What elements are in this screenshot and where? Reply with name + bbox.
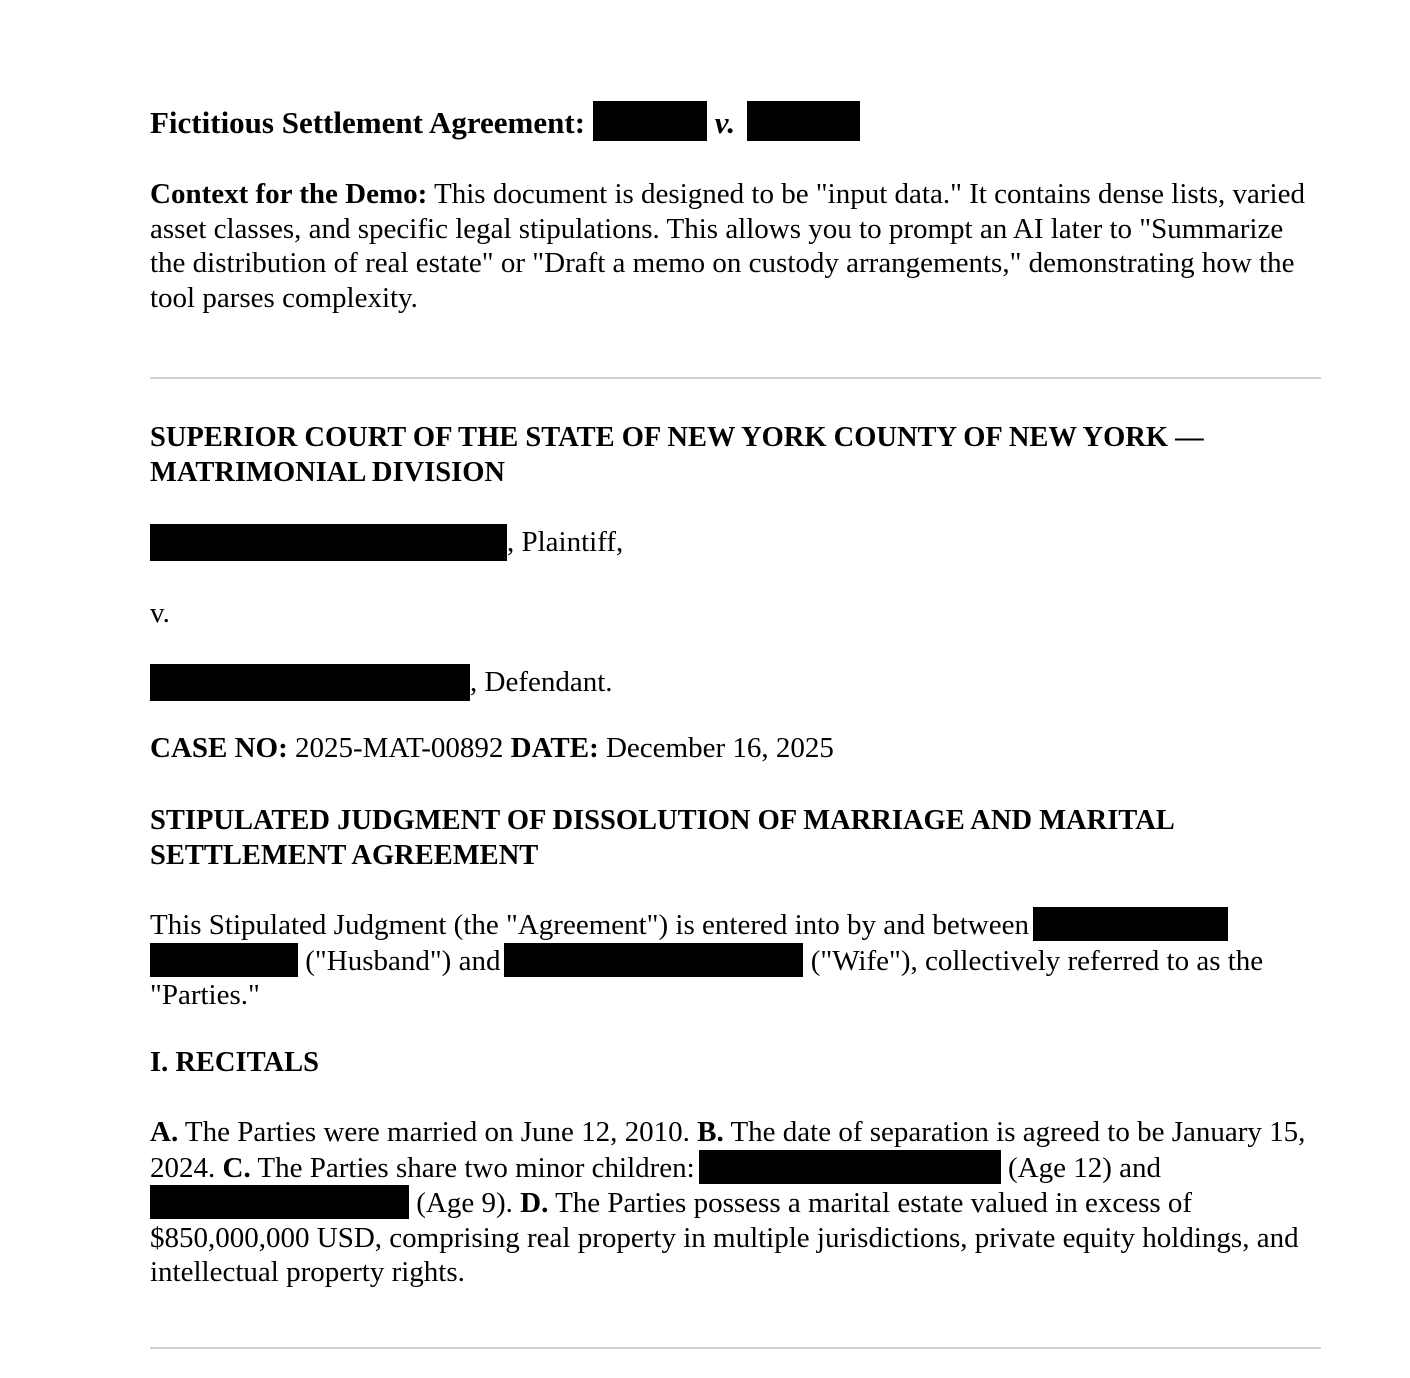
intro-paragraph: [150, 907, 1320, 1013]
recital-a-text: The Parties were married on June 12, 2010.: [178, 1116, 698, 1148]
title-versus: v.: [714, 105, 736, 140]
versus-line: v.: [150, 597, 170, 629]
date-label: DATE:: [510, 732, 599, 764]
child-2-age: (Age 9).: [409, 1187, 521, 1219]
case-number: 2025-MAT-00892: [287, 732, 511, 764]
case-no-label: CASE NO:: [150, 732, 288, 764]
recital-d-label: D.: [520, 1187, 549, 1219]
recitals-paragraph: [150, 1115, 1320, 1290]
recital-b-label: B.: [697, 1116, 724, 1148]
section-divider: [150, 377, 1321, 379]
recitals-heading: I. RECITALS: [150, 1047, 319, 1078]
context-paragraph: [150, 177, 1320, 315]
context-text: This document is designed to be "input data." It contains dense lists, varied asset classes, and specific legal stipulations. This allows you to prompt an AI later to "Summarize the distribution of real estate" or "Draft a memo on custody arrangements," demonstrating how the tool parses complexity.: [150, 178, 1305, 314]
recital-d-text: The Parties possess a marital estate valued in excess of $850,000,000 USD, comprising real property in multiple jurisdictions, private equity holdings, and intellectual property rights.: [150, 1187, 1299, 1288]
redaction-bar: [150, 943, 298, 977]
intro-text-2: ("Husband") and: [298, 944, 501, 977]
document-title: [150, 101, 1320, 145]
redaction-bar: [150, 664, 470, 701]
plaintiff-label: , Plaintiff,: [507, 526, 624, 558]
redaction-bar: [747, 101, 860, 141]
intro-text-3: ("Wife"), collectively referred to as the "Parties.": [150, 944, 1264, 1011]
recital-a-label: A.: [150, 1116, 179, 1148]
section-divider: [150, 1347, 1321, 1349]
context-label: Context for the Demo:: [150, 178, 428, 210]
recital-b-text: The date of separation is agreed to be January 15, 2024.: [150, 1116, 1306, 1184]
redaction-bar: [150, 1185, 409, 1219]
recital-c-label: C.: [222, 1151, 251, 1184]
title-prefix: Fictitious Settlement Agreement:: [150, 105, 586, 140]
redaction-bar: [1033, 907, 1228, 941]
defendant-line: [150, 662, 1320, 702]
case-info-line: [150, 731, 1320, 766]
plaintiff-line: [150, 522, 1320, 562]
judgment-heading: STIPULATED JUDGMENT OF DISSOLUTION OF MARRIAGE AND MARITAL SETTLEMENT AGREEMENT: [150, 805, 1174, 871]
court-heading: SUPERIOR COURT OF THE STATE OF NEW YORK COUNTY OF NEW YORK — MATRIMONIAL DIVISION: [150, 422, 1204, 488]
case-date: December 16, 2025: [598, 732, 834, 764]
redaction-bar: [150, 524, 507, 561]
child-1-age: (Age 12) and: [1000, 1151, 1161, 1184]
redaction-bar: [699, 1150, 1001, 1184]
recital-c-text: The Parties share two minor children:: [250, 1151, 695, 1184]
defendant-label: , Defendant.: [470, 666, 613, 698]
redaction-bar: [504, 943, 803, 977]
redaction-bar: [593, 101, 707, 141]
intro-text-1: This Stipulated Judgment (the "Agreement") is entered into by and between: [150, 909, 1029, 941]
